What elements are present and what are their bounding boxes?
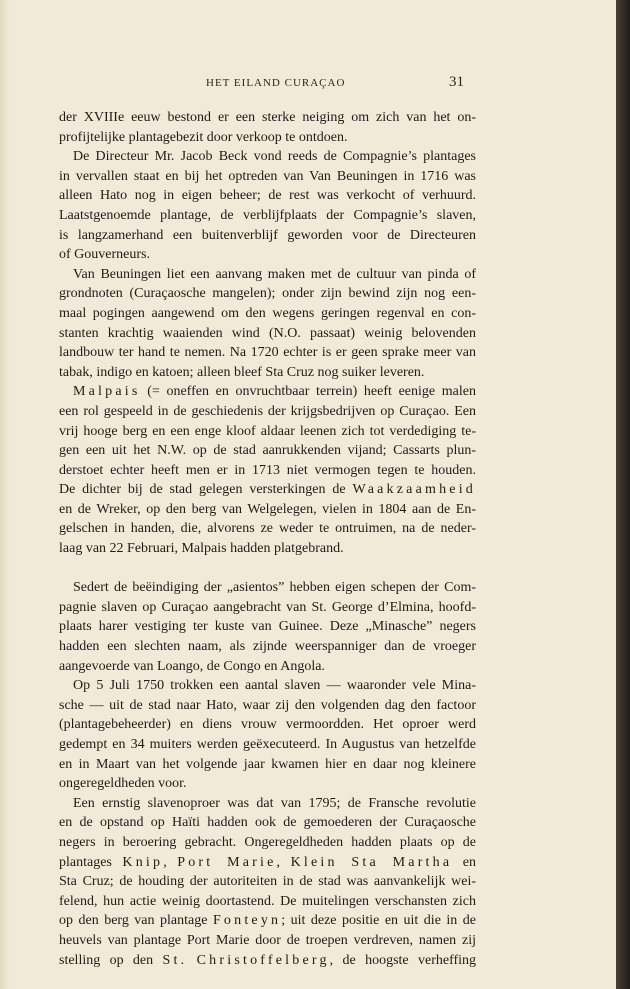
text-line: felend, hun actie weinig doortastend. De muitelingen verschansten zich <box>59 893 476 909</box>
book-edge <box>616 0 630 989</box>
text-line: vrij hooge berg en een enge kloof aldaar leenen zich tot verdediging te- <box>59 423 476 439</box>
text-line: Op 5 Juli 1750 trokken een aantal slaven — waaronder vele Mina- <box>73 678 476 694</box>
text-line: en in Maart van het volgende jaar kwamen hier en daar nog kleinere <box>59 756 476 772</box>
text-line: pagnie slaven op Curaçao aangebracht van St. George d’Elmina, hoofd- <box>59 599 476 615</box>
body-text <box>59 108 476 970</box>
spaced-word: Waakzaamheid <box>352 482 476 498</box>
text-line: en de opstand op Haïti hadden ook de gemoederen der Curaçaosche <box>59 815 476 831</box>
text-line: sche — uit de stad naar Hato, waar zij den volgenden dag den factoor <box>59 697 476 713</box>
spaced-word: Klein Sta Martha <box>290 854 453 870</box>
text-line: Van Beuningen liet een aanvang maken met de cultuur van pinda of <box>73 266 476 282</box>
text-line: hadden een slechten naam, als zijnde weerspanniger dan de vroeger <box>59 639 476 655</box>
section-gap <box>59 559 476 579</box>
page-number: 31 <box>449 74 464 90</box>
text-line: De dichter bij de stad gelegen versterkingen de Waakzaamheid <box>59 482 476 498</box>
text-line: De Directeur Mr. Jacob Beck vond reeds de Compagnie’s plantages <box>73 149 476 165</box>
text-line: aangevoerde van Loango, de Congo en Angola. <box>59 658 325 674</box>
text-line: is langzamerhand een buitenverblijf geworden voor de Directeuren <box>59 227 476 243</box>
text-line: ongeregeldheden voor. <box>59 776 187 792</box>
text-line: heuvels van plantage Port Marie door de troepen verdreven, namen zij <box>59 932 476 948</box>
text-line: Een ernstig slavenoproer was dat van 1795; de Fransche revolutie <box>73 795 476 811</box>
text-line: op den berg van plantage Fonteyn; uit deze positie en uit die in de <box>59 913 476 929</box>
spaced-word: Malpais <box>73 384 141 400</box>
text-line: alleen Hato nog in eigen beheer; de rest was verkocht of verhuurd. <box>59 188 476 204</box>
text-line: gen een uit het N.W. op de stad aanrukkenden vijand; Cassarts plun- <box>59 443 476 459</box>
text-line: laag van 22 Februari, Malpais hadden platgebrand. <box>59 541 344 557</box>
text-line: profijtelijke plantagebezit door verkoop te ontdoen. <box>59 129 348 145</box>
spaced-word: St. <box>162 952 188 968</box>
text-line: tabak, indigo en katoen; alleen bleef Sta Cruz nog suiker leveren. <box>59 364 425 380</box>
text-line: Malpais (= oneffen en onvruchtbaar terrein) heeft eenige malen <box>73 384 476 400</box>
text-line: gedempt en 34 muiters werden geëxecuteerd. In Augustus van hetzelfde <box>59 737 476 752</box>
text-line: derstoet echter heeft men er in 1713 niet vermogen tegen te houden. <box>59 462 476 478</box>
text-line: plaats harer vestiging ter kuste van Guinee. Deze „Minasche” negers <box>59 619 476 635</box>
text-line: in vervallen staat en bij het optreden van Van Beuningen in 1716 was <box>59 168 476 184</box>
text-line: gelschen in handen, die, alvorens ze weder te ontruimen, na de neder- <box>59 521 476 537</box>
text-line: en de Wreker, op den berg van Welgelegen, vielen in 1804 aan de En- <box>59 501 476 517</box>
text-line: maal pogingen aangewend om den wegens geringen regenval en con- <box>59 305 476 321</box>
text-line: een rol gespeeld in de geschiedenis der krijgsbedrijven op Curaçao. Een <box>59 403 476 419</box>
spaced-word: Knip <box>122 854 164 870</box>
text-line: stanten krachtig waaienden wind (N.O. passaat) weinig belovenden <box>59 325 476 341</box>
spaced-word: Port Marie <box>177 854 277 870</box>
text-line: grondnoten (Curaçaosche mangelen); onder zijn bewind zijn nog een- <box>59 286 476 302</box>
text-line: Sta Cruz; de houding der autoriteiten in de stad was aanvankelijk wei- <box>59 874 476 890</box>
text-line: (plantagebeheerder) en diens vrouw vermoordden. Het oproer werd <box>59 717 476 733</box>
text-line: landbouw ter hand te nemen. Na 1720 echter is er geen sprake meer van <box>59 345 476 361</box>
text-line: of Gouverneurs. <box>59 247 150 263</box>
text-line: Sedert de beëindiging der „asientos” hebben eigen schepen der Com- <box>73 580 476 596</box>
spaced-word: Christoffelberg <box>196 952 330 968</box>
spaced-word: Fonteyn <box>212 913 282 929</box>
text-line: Laatstgenoemde plantage, de verblijfplaats der Compagnie’s slaven, <box>59 207 476 223</box>
text-line: stelling op den St. Christoffelberg, de hoogste verheffing <box>59 952 477 968</box>
text-line: der XVIIIe eeuw bestond er een sterke neiging om zich van het on- <box>59 110 476 125</box>
running-head: HET EILAND CURAÇAO <box>206 77 346 89</box>
text-line: plantages Knip, Port Marie, Klein Sta Martha en <box>59 854 477 870</box>
text-line: negers in beroering gebracht. Ongeregeldheden hadden plaats op de <box>59 834 476 850</box>
